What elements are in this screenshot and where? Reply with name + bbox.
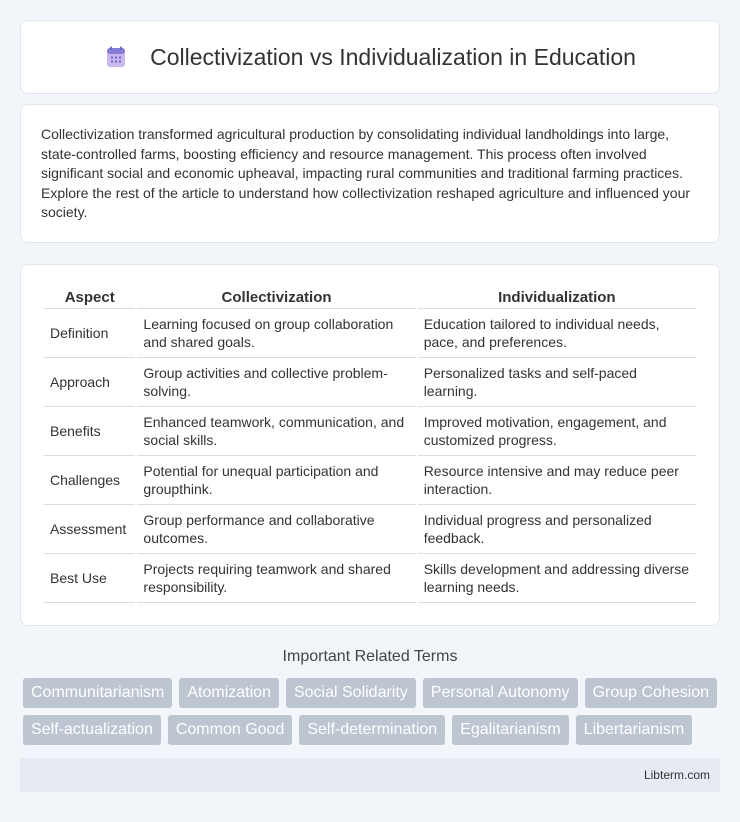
table-row (44, 554, 696, 603)
related-term-tag[interactable]: Atomization (179, 678, 279, 708)
intro-text: Collectivization transformed agricultural production by consolidating individual landholdings into large, state-controlled farms, boosting efficiency and resource management. This process often involved significant social and economic upheaval, impacting rural communities and traditional farming practices. Explore the rest of the article to understand how collectivization reshaped agriculture and influenced your society. (41, 126, 691, 220)
related-term-tag[interactable]: Self-determination (299, 715, 445, 745)
related-term-tag[interactable]: Egalitarianism (452, 715, 568, 745)
individualization-cell: Skills development and addressing diverse learning needs. (418, 554, 696, 603)
header-collectivization: Collectivization (137, 285, 415, 309)
table-row (44, 309, 696, 358)
intro-section (20, 104, 720, 243)
related-terms-title: Important Related Terms (282, 648, 458, 665)
table-row (44, 407, 696, 456)
aspect-cell: Assessment (44, 505, 135, 554)
related-term-tag[interactable]: Communitarianism (23, 678, 172, 708)
table-row (44, 456, 696, 505)
collectivization-cell: Enhanced teamwork, communication, and social skills. (137, 407, 415, 456)
individualization-cell: Personalized tasks and self-paced learning. (418, 358, 696, 407)
aspect-cell: Challenges (44, 456, 135, 505)
individualization-cell: Individual progress and personalized feedback. (418, 505, 696, 554)
header-aspect: Aspect (44, 285, 135, 309)
aspect-cell: Best Use (44, 554, 135, 603)
collectivization-cell: Potential for unequal participation and groupthink. (137, 456, 415, 505)
collectivization-cell: Group performance and collaborative outcomes. (137, 505, 415, 554)
comparison-section (20, 264, 720, 626)
table-header-row (44, 285, 696, 309)
related-terms-list (23, 678, 720, 745)
page-header (20, 20, 720, 94)
individualization-cell: Education tailored to individual needs, pace, and preferences. (418, 309, 696, 358)
footer (20, 758, 720, 792)
related-term-tag[interactable]: Self-actualization (23, 715, 161, 745)
collectivization-cell: Learning focused on group collaboration and shared goals. (137, 309, 415, 358)
page-title: Collectivization vs Individualization in Education (150, 43, 636, 70)
table-row (44, 358, 696, 407)
related-term-tag[interactable]: Personal Autonomy (423, 678, 578, 708)
aspect-cell: Definition (44, 309, 135, 358)
collectivization-cell: Projects requiring teamwork and shared responsibility. (137, 554, 415, 603)
header-individualization: Individualization (418, 285, 696, 309)
related-term-tag[interactable]: Common Good (168, 715, 293, 745)
aspect-cell: Benefits (44, 407, 135, 456)
comparison-table (42, 285, 698, 603)
individualization-cell: Improved motivation, engagement, and customized progress. (418, 407, 696, 456)
document-icon (104, 45, 128, 69)
table-row (44, 505, 696, 554)
aspect-cell: Approach (44, 358, 135, 407)
collectivization-cell: Group activities and collective problem-solving. (137, 358, 415, 407)
footer-site-link[interactable]: Libterm.com (643, 768, 710, 782)
related-term-tag[interactable]: Social Solidarity (286, 678, 416, 708)
related-term-tag[interactable]: Group Cohesion (585, 678, 718, 708)
individualization-cell: Resource intensive and may reduce peer interaction. (418, 456, 696, 505)
related-term-tag[interactable]: Libertarianism (576, 715, 692, 745)
